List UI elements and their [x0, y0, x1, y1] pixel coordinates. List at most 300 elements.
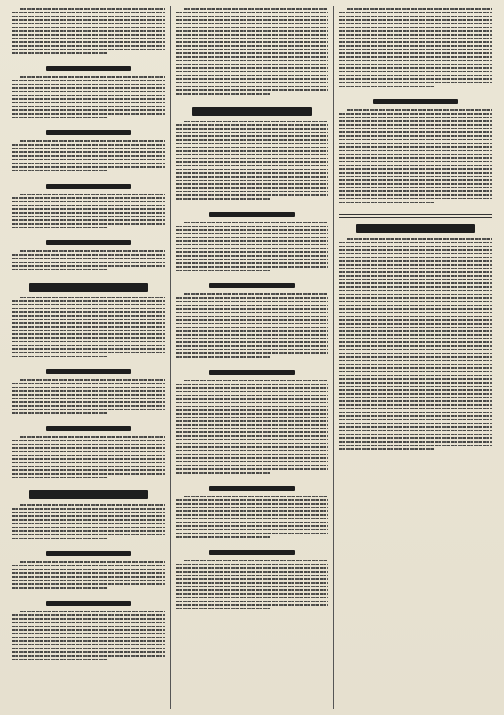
text-line — [12, 387, 165, 389]
text-line — [339, 249, 492, 251]
text-line — [176, 60, 329, 62]
text-line — [176, 384, 329, 386]
text-line — [176, 468, 329, 470]
text-line — [176, 518, 329, 520]
text-line — [339, 371, 492, 373]
text-line — [176, 323, 329, 325]
text-line — [20, 8, 165, 10]
text-line — [339, 319, 492, 321]
text-line — [339, 316, 492, 318]
text-line — [176, 244, 329, 246]
text-line — [12, 52, 107, 54]
heading-text-bar — [192, 107, 311, 116]
text-line — [12, 30, 165, 32]
text-line — [339, 117, 492, 119]
text-line — [12, 197, 165, 199]
column-2 — [170, 6, 334, 709]
text-line — [12, 356, 107, 358]
text-line — [176, 597, 329, 599]
text-line — [12, 201, 165, 203]
text-line — [339, 165, 492, 167]
text-line — [12, 80, 165, 82]
text-line — [12, 212, 165, 214]
text-line — [184, 380, 329, 382]
article-heading — [176, 485, 329, 492]
heading-text-bar — [46, 551, 131, 556]
article-paragraph — [339, 8, 492, 87]
text-line — [176, 525, 329, 527]
text-line — [339, 34, 492, 36]
text-line — [12, 469, 165, 471]
article-paragraph — [176, 8, 329, 94]
text-line — [176, 402, 329, 404]
text-line — [176, 435, 329, 437]
text-line — [12, 401, 165, 403]
text-line — [339, 143, 492, 145]
text-line — [176, 601, 329, 603]
text-line — [339, 275, 492, 277]
text-line — [176, 165, 329, 167]
text-line — [339, 194, 492, 196]
heading-text-bar — [373, 99, 458, 104]
text-line — [12, 345, 165, 347]
article-paragraph — [176, 293, 329, 357]
text-line — [12, 462, 165, 464]
text-line — [176, 180, 329, 182]
article-heading — [12, 183, 165, 190]
heading-text-bar — [356, 224, 475, 233]
text-line — [339, 441, 492, 443]
text-line — [12, 258, 165, 260]
text-line — [12, 315, 165, 317]
text-line — [339, 268, 492, 270]
text-line — [339, 75, 492, 77]
text-line — [339, 282, 492, 284]
text-line — [12, 587, 107, 589]
text-line — [176, 183, 329, 185]
text-line — [339, 56, 492, 58]
text-line — [176, 158, 329, 160]
text-line — [176, 255, 329, 257]
text-line — [176, 229, 329, 231]
text-line — [339, 294, 492, 296]
text-line — [339, 327, 492, 329]
text-line — [12, 412, 107, 414]
article-paragraph — [12, 250, 165, 270]
text-line — [12, 390, 165, 392]
text-line — [339, 297, 492, 299]
text-line — [20, 140, 165, 142]
text-line — [339, 389, 492, 391]
text-line — [339, 150, 492, 152]
text-line — [339, 356, 492, 358]
text-line — [176, 450, 329, 452]
text-line — [339, 139, 492, 141]
text-line — [176, 30, 329, 32]
text-line — [339, 161, 492, 163]
text-line — [12, 337, 165, 339]
text-line — [12, 515, 165, 517]
article-heading — [12, 129, 165, 136]
column-3 — [333, 6, 497, 709]
text-line — [339, 202, 434, 204]
article-paragraph — [12, 561, 165, 588]
text-line — [339, 27, 492, 29]
text-line — [176, 150, 329, 152]
text-line — [12, 12, 165, 14]
text-line — [12, 95, 165, 97]
text-line — [12, 333, 165, 335]
text-line — [12, 440, 165, 442]
text-line — [176, 514, 329, 516]
article-heading — [339, 98, 492, 105]
text-line — [339, 187, 492, 189]
heading-text-bar — [46, 184, 131, 189]
text-line — [339, 419, 492, 421]
text-line — [339, 30, 492, 32]
text-line — [176, 395, 329, 397]
text-line — [339, 400, 492, 402]
text-line — [176, 406, 329, 408]
text-line — [20, 561, 165, 563]
text-line — [339, 113, 492, 115]
text-line — [12, 223, 165, 225]
text-line — [12, 219, 165, 221]
text-line — [339, 404, 492, 406]
text-line — [12, 398, 165, 400]
text-line — [339, 367, 492, 369]
text-line — [12, 633, 165, 635]
text-line — [12, 576, 165, 578]
text-line — [339, 176, 492, 178]
text-line — [176, 593, 329, 595]
text-line — [176, 191, 329, 193]
text-line — [12, 477, 107, 479]
text-line — [339, 430, 492, 432]
text-line — [12, 640, 165, 642]
text-line — [12, 304, 165, 306]
text-line — [176, 187, 329, 189]
heading-text-bar — [46, 66, 131, 71]
text-line — [339, 360, 492, 362]
text-line — [12, 269, 107, 271]
text-line — [176, 86, 329, 88]
text-line — [176, 510, 329, 512]
article-paragraph — [12, 140, 165, 171]
text-line — [339, 64, 492, 66]
text-line — [176, 82, 329, 84]
text-line — [12, 91, 165, 93]
text-line — [176, 507, 329, 509]
text-line — [12, 466, 165, 468]
text-line — [20, 194, 165, 196]
text-line — [12, 444, 165, 446]
text-line — [176, 143, 329, 145]
article-heading — [12, 65, 165, 72]
text-line — [12, 451, 165, 453]
text-line — [339, 364, 492, 366]
heading-text-bar — [46, 426, 131, 431]
text-line — [176, 391, 329, 393]
text-line — [176, 198, 271, 200]
heading-text-bar — [209, 212, 294, 217]
text-line — [339, 190, 492, 192]
article-paragraph — [12, 379, 165, 414]
text-line — [176, 248, 329, 250]
text-line — [339, 308, 492, 310]
text-line — [339, 382, 492, 384]
text-line — [176, 417, 329, 419]
text-line — [176, 237, 329, 239]
text-line — [176, 398, 329, 400]
text-line — [339, 408, 492, 410]
text-line — [339, 135, 492, 137]
text-line — [12, 534, 165, 536]
article-heading — [12, 425, 165, 432]
text-line — [12, 254, 165, 256]
text-line — [176, 308, 329, 310]
text-line — [176, 316, 329, 318]
text-line — [12, 109, 165, 111]
text-line — [339, 71, 492, 73]
text-line — [176, 409, 329, 411]
text-line — [176, 240, 329, 242]
text-line — [12, 629, 165, 631]
text-line — [176, 89, 329, 91]
text-line — [176, 176, 329, 178]
heading-text-bar — [209, 283, 294, 288]
text-line — [176, 604, 329, 606]
heading-text-bar — [209, 550, 294, 555]
text-line — [176, 529, 329, 531]
text-line — [12, 19, 165, 21]
text-line — [176, 34, 329, 36]
text-line — [339, 128, 492, 130]
text-line — [176, 431, 329, 433]
text-line — [339, 154, 492, 156]
text-line — [339, 183, 492, 185]
text-line — [176, 19, 329, 21]
text-line — [12, 27, 165, 29]
text-line — [176, 251, 329, 253]
heading-text-bar — [29, 490, 148, 499]
text-line — [176, 71, 329, 73]
text-line — [339, 67, 492, 69]
text-line — [12, 113, 165, 115]
text-line — [12, 106, 165, 108]
article-heading — [176, 549, 329, 556]
text-line — [176, 93, 271, 95]
text-line — [176, 132, 329, 134]
text-line — [339, 323, 492, 325]
text-line — [12, 637, 165, 639]
text-line — [339, 23, 492, 25]
text-line — [12, 170, 107, 172]
text-line — [12, 614, 165, 616]
article-paragraph — [12, 611, 165, 660]
text-line — [339, 305, 492, 307]
text-line — [176, 428, 329, 430]
text-line — [12, 527, 165, 529]
text-line — [339, 198, 492, 200]
text-line — [339, 60, 492, 62]
text-line — [176, 499, 329, 501]
text-line — [339, 375, 492, 377]
column-1 — [7, 6, 170, 709]
text-line — [339, 312, 492, 314]
text-line — [339, 434, 492, 436]
text-line — [176, 443, 329, 445]
article-heading — [176, 211, 329, 218]
section-heading — [12, 282, 165, 293]
text-line — [339, 82, 492, 84]
text-line — [176, 23, 329, 25]
text-line — [12, 383, 165, 385]
text-line — [339, 334, 492, 336]
text-line — [176, 135, 329, 137]
text-line — [184, 496, 329, 498]
text-line — [339, 330, 492, 332]
article-paragraph — [176, 121, 329, 200]
text-line — [12, 523, 165, 525]
article-heading — [12, 368, 165, 375]
text-line — [12, 163, 165, 165]
article-paragraph — [339, 238, 492, 450]
text-line — [12, 409, 165, 411]
text-line — [339, 78, 492, 80]
text-line — [12, 227, 107, 229]
text-line — [176, 169, 329, 171]
text-line — [12, 151, 165, 153]
text-line — [12, 473, 165, 475]
text-line — [176, 446, 329, 448]
text-line — [12, 45, 165, 47]
heading-text-bar — [29, 283, 148, 292]
text-line — [20, 76, 165, 78]
text-line — [12, 447, 165, 449]
text-line — [176, 330, 329, 332]
text-line — [12, 512, 165, 514]
text-line — [176, 575, 329, 577]
text-line — [12, 87, 165, 89]
heading-text-bar — [209, 486, 294, 491]
text-line — [12, 84, 165, 86]
text-line — [12, 622, 165, 624]
text-line — [339, 45, 492, 47]
section-heading — [12, 489, 165, 500]
text-line — [339, 301, 492, 303]
text-line — [176, 338, 329, 340]
article-heading — [12, 600, 165, 607]
text-line — [339, 286, 492, 288]
article-paragraph — [12, 436, 165, 478]
text-line — [339, 16, 492, 18]
text-line — [339, 179, 492, 181]
text-line — [12, 330, 165, 332]
text-line — [176, 56, 329, 58]
text-line — [176, 64, 329, 66]
section-heading — [176, 106, 329, 117]
text-line — [347, 109, 492, 111]
text-line — [176, 472, 271, 474]
text-line — [12, 49, 165, 51]
text-line — [12, 155, 165, 157]
text-line — [339, 423, 492, 425]
text-line — [12, 216, 165, 218]
text-line — [176, 503, 329, 505]
text-line — [176, 533, 329, 535]
section-heading — [339, 223, 492, 234]
text-line — [339, 86, 434, 88]
text-line — [12, 538, 107, 540]
text-line — [176, 128, 329, 130]
text-line — [176, 345, 329, 347]
text-line — [347, 238, 492, 240]
text-line — [176, 608, 271, 610]
text-line — [12, 41, 165, 43]
text-line — [12, 655, 165, 657]
text-line — [176, 67, 329, 69]
text-line — [339, 345, 492, 347]
text-line — [339, 412, 492, 414]
text-line — [12, 569, 165, 571]
text-line — [12, 405, 165, 407]
text-line — [184, 8, 329, 10]
text-line — [12, 319, 165, 321]
text-line — [176, 297, 329, 299]
article-heading — [12, 239, 165, 246]
text-line — [12, 144, 165, 146]
text-line — [339, 157, 492, 159]
columns — [7, 6, 497, 709]
text-line — [176, 586, 329, 588]
text-line — [176, 78, 329, 80]
text-line — [339, 120, 492, 122]
text-line — [347, 8, 492, 10]
text-line — [12, 508, 165, 510]
heading-text-bar — [46, 369, 131, 374]
text-line — [339, 264, 492, 266]
text-line — [12, 341, 165, 343]
text-line — [339, 41, 492, 43]
text-line — [176, 589, 329, 591]
text-line — [12, 148, 165, 150]
text-line — [12, 583, 165, 585]
text-line — [339, 146, 492, 148]
text-line — [176, 319, 329, 321]
text-line — [12, 458, 165, 460]
text-line — [176, 424, 329, 426]
text-line — [176, 38, 329, 40]
text-line — [20, 611, 165, 613]
text-line — [339, 448, 434, 450]
text-line — [176, 457, 329, 459]
article-heading — [176, 282, 329, 289]
text-line — [176, 266, 329, 268]
text-line — [176, 582, 329, 584]
text-line — [20, 250, 165, 252]
article-paragraph — [176, 496, 329, 538]
text-line — [12, 308, 165, 310]
text-line — [12, 572, 165, 574]
text-line — [12, 265, 165, 267]
text-line — [176, 356, 271, 358]
text-line — [176, 194, 329, 196]
text-line — [339, 257, 492, 259]
text-line — [176, 262, 329, 264]
text-line — [176, 341, 329, 343]
text-line — [339, 445, 492, 447]
